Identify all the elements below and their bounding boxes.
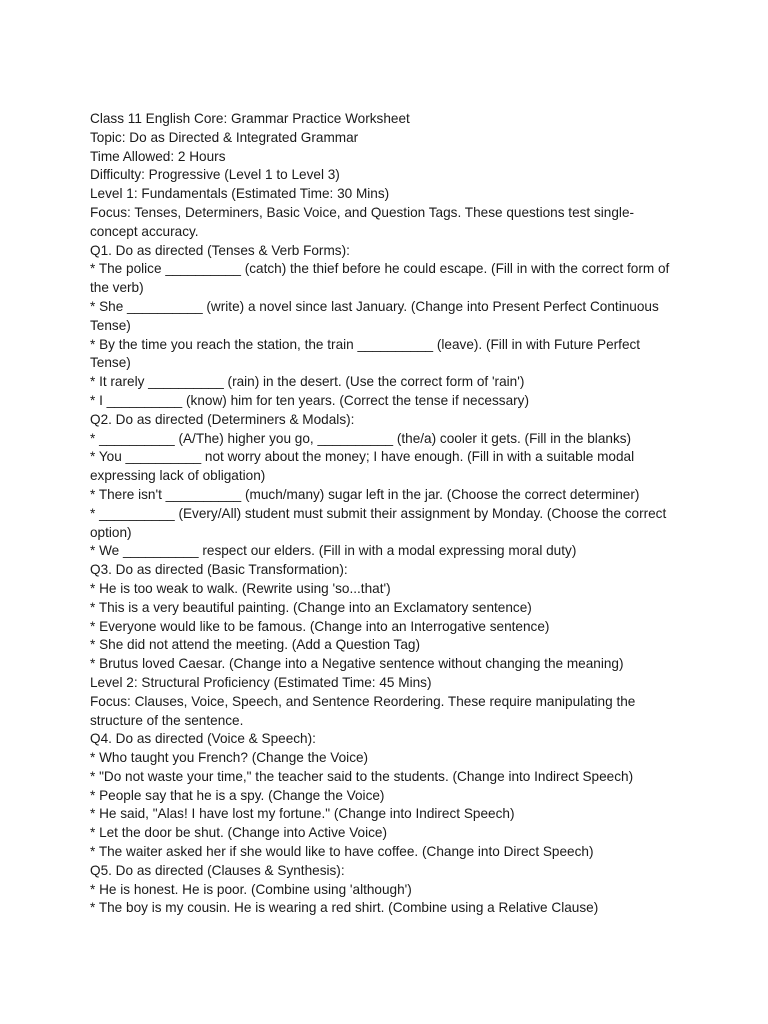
list-item: * __________ (Every/All) student must submit their assignment by Monday. (Choose the correct option) — [90, 505, 667, 540]
list-item: * The police __________ (catch) the thief before he could escape. (Fill in with the correct form of the verb) — [90, 261, 670, 296]
list-item: * People say that he is a spy. (Change the Voice) — [90, 787, 385, 803]
list-item: * By the time you reach the station, the train __________ (leave). (Fill in with Future Perfect Tense) — [90, 336, 641, 371]
q3-heading: Q3. Do as directed (Basic Transformation): — [90, 562, 348, 578]
list-item: * It rarely __________ (rain) in the desert. (Use the correct form of 'rain') — [90, 374, 525, 390]
time-allowed: Time Allowed: 2 Hours — [90, 148, 226, 164]
q1-heading: Q1. Do as directed (Tenses & Verb Forms): — [90, 242, 350, 258]
list-item: * This is a very beautiful painting. (Change into an Exclamatory sentence) — [90, 599, 532, 615]
list-item: * The waiter asked her if she would like to have coffee. (Change into Direct Speech) — [90, 844, 594, 860]
worksheet-topic: Topic: Do as Directed & Integrated Grammar — [90, 129, 359, 145]
list-item: * Let the door be shut. (Change into Active Voice) — [90, 825, 387, 841]
list-item: * We __________ respect our elders. (Fill in with a modal expressing moral duty) — [90, 543, 577, 559]
list-item: * He is honest. He is poor. (Combine using 'although') — [90, 881, 412, 897]
list-item: * He said, "Alas! I have lost my fortune." (Change into Indirect Speech) — [90, 806, 515, 822]
list-item: * Who taught you French? (Change the Voice) — [90, 750, 369, 766]
level-2-focus: Focus: Clauses, Voice, Speech, and Sentence Reordering. These require manipulating the structure of the sentence. — [90, 693, 636, 728]
level-1-focus: Focus: Tenses, Determiners, Basic Voice, and Question Tags. These questions test single-concept accuracy. — [90, 204, 635, 239]
list-item: * She __________ (write) a novel since last January. (Change into Present Perfect Continuous Tense) — [90, 298, 659, 333]
list-item: * __________ (A/The) higher you go, __________ (the/a) cooler it gets. (Fill in the blanks) — [90, 430, 632, 446]
list-item: * Brutus loved Caesar. (Change into a Negative sentence without changing the meaning) — [90, 656, 624, 672]
list-item: * The boy is my cousin. He is wearing a red shirt. (Combine using a Relative Clause) — [90, 900, 599, 916]
q4-heading: Q4. Do as directed (Voice & Speech): — [90, 731, 316, 747]
list-item: * "Do not waste your time," the teacher said to the students. (Change into Indirect Speech) — [90, 768, 634, 784]
level-1-heading: Level 1: Fundamentals (Estimated Time: 30 Mins) — [90, 186, 390, 202]
worksheet-title: Class 11 English Core: Grammar Practice Worksheet — [90, 111, 410, 126]
worksheet-document — [90, 110, 680, 918]
level-2-heading: Level 2: Structural Proficiency (Estimated Time: 45 Mins) — [90, 674, 432, 690]
list-item: * Everyone would like to be famous. (Change into an Interrogative sentence) — [90, 618, 550, 634]
list-item: * He is too weak to walk. (Rewrite using 'so...that') — [90, 580, 391, 596]
list-item: * I __________ (know) him for ten years. (Correct the tense if necessary) — [90, 392, 529, 408]
q2-heading: Q2. Do as directed (Determiners & Modals): — [90, 411, 355, 427]
q5-heading: Q5. Do as directed (Clauses & Synthesis): — [90, 862, 345, 878]
list-item: * She did not attend the meeting. (Add a Question Tag) — [90, 637, 420, 653]
difficulty: Difficulty: Progressive (Level 1 to Level 3) — [90, 167, 340, 183]
list-item: * You __________ not worry about the money; I have enough. (Fill in with a suitable modal expressing lack of obligation) — [90, 449, 635, 484]
list-item: * There isn't __________ (much/many) sugar left in the jar. (Choose the correct determiner) — [90, 486, 640, 502]
